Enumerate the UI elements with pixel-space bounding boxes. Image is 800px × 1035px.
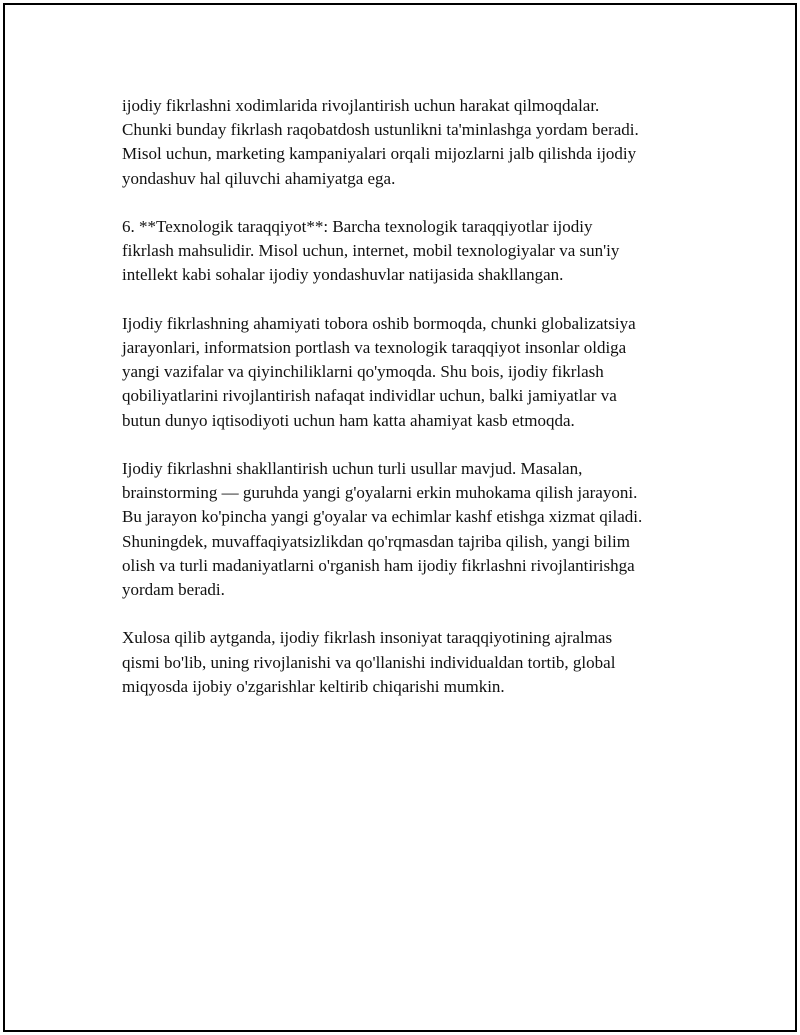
paragraph-technological-progress: 6. **Texnologik taraqqiyot**: Barcha texnologik taraqqiyotlar ijodiy fikrlash mahsulidir. Misol uchun, internet, mobil texnologiyalar va sun'iy intellekt kabi sohalar ijodiy yondashuvlar natijasida shakllangan. xyxy=(122,217,620,285)
paragraph-importance: Ijodiy fikrlashning ahamiyati tobora oshib bormoqda, chunki globalizatsiya jarayonlari, informatsion portlash va texnologik taraqqiyot insonlar oldiga yangi vazifalar va qiyinchiliklarni qo'ymoqda. Shu bois, ijodiy fikrlash qobiliyatlarini rivojlantirish nafaqat individlar uchun, balki jamiyatlar va butun dunyo iqtisodiyoti uchun ham katta ahamiyat kasb etmoqda. xyxy=(122,313,636,430)
document-body xyxy=(122,94,692,723)
page-frame xyxy=(3,3,797,1032)
paragraph-conclusion: Xulosa qilib aytganda, ijodiy fikrlash insoniyat taraqqiyotining ajralmas qismi bo'lib, uning rivojlanishi va qo'llanishi individualdan tortib, global miqyosda ijobiy o'zgarishlar keltirib chiqarishi mumkin. xyxy=(122,628,616,696)
paragraph-continuation: ijodiy fikrlashni xodimlarida rivojlantirish uchun harakat qilmoqdalar. Chunki bunday fikrlash raqobatdosh ustunlikni ta'minlashga yordam beradi. Misol uchun, marketing kampaniyalari orqali mijozlarni jalb qilishda ijodiy yondashuv hal qiluvchi ahamiyatga ega. xyxy=(122,96,639,188)
paragraph-methods: Ijodiy fikrlashni shakllantirish uchun turli usullar mavjud. Masalan, brainstorming — guruhda yangi g'oyalarni erkin muhokama qilish jarayoni. Bu jarayon ko'pincha yangi g'oyalar va echimlar kashf etishga xizmat qiladi. Shuningdek, muvaffaqiyatsizlikdan qo'rqmasdan tajriba qilish, yangi bilim olish va turli madaniyatlarni o'rganish ham ijodiy fikrlashni rivojlantirishga yordam beradi. xyxy=(122,459,643,600)
